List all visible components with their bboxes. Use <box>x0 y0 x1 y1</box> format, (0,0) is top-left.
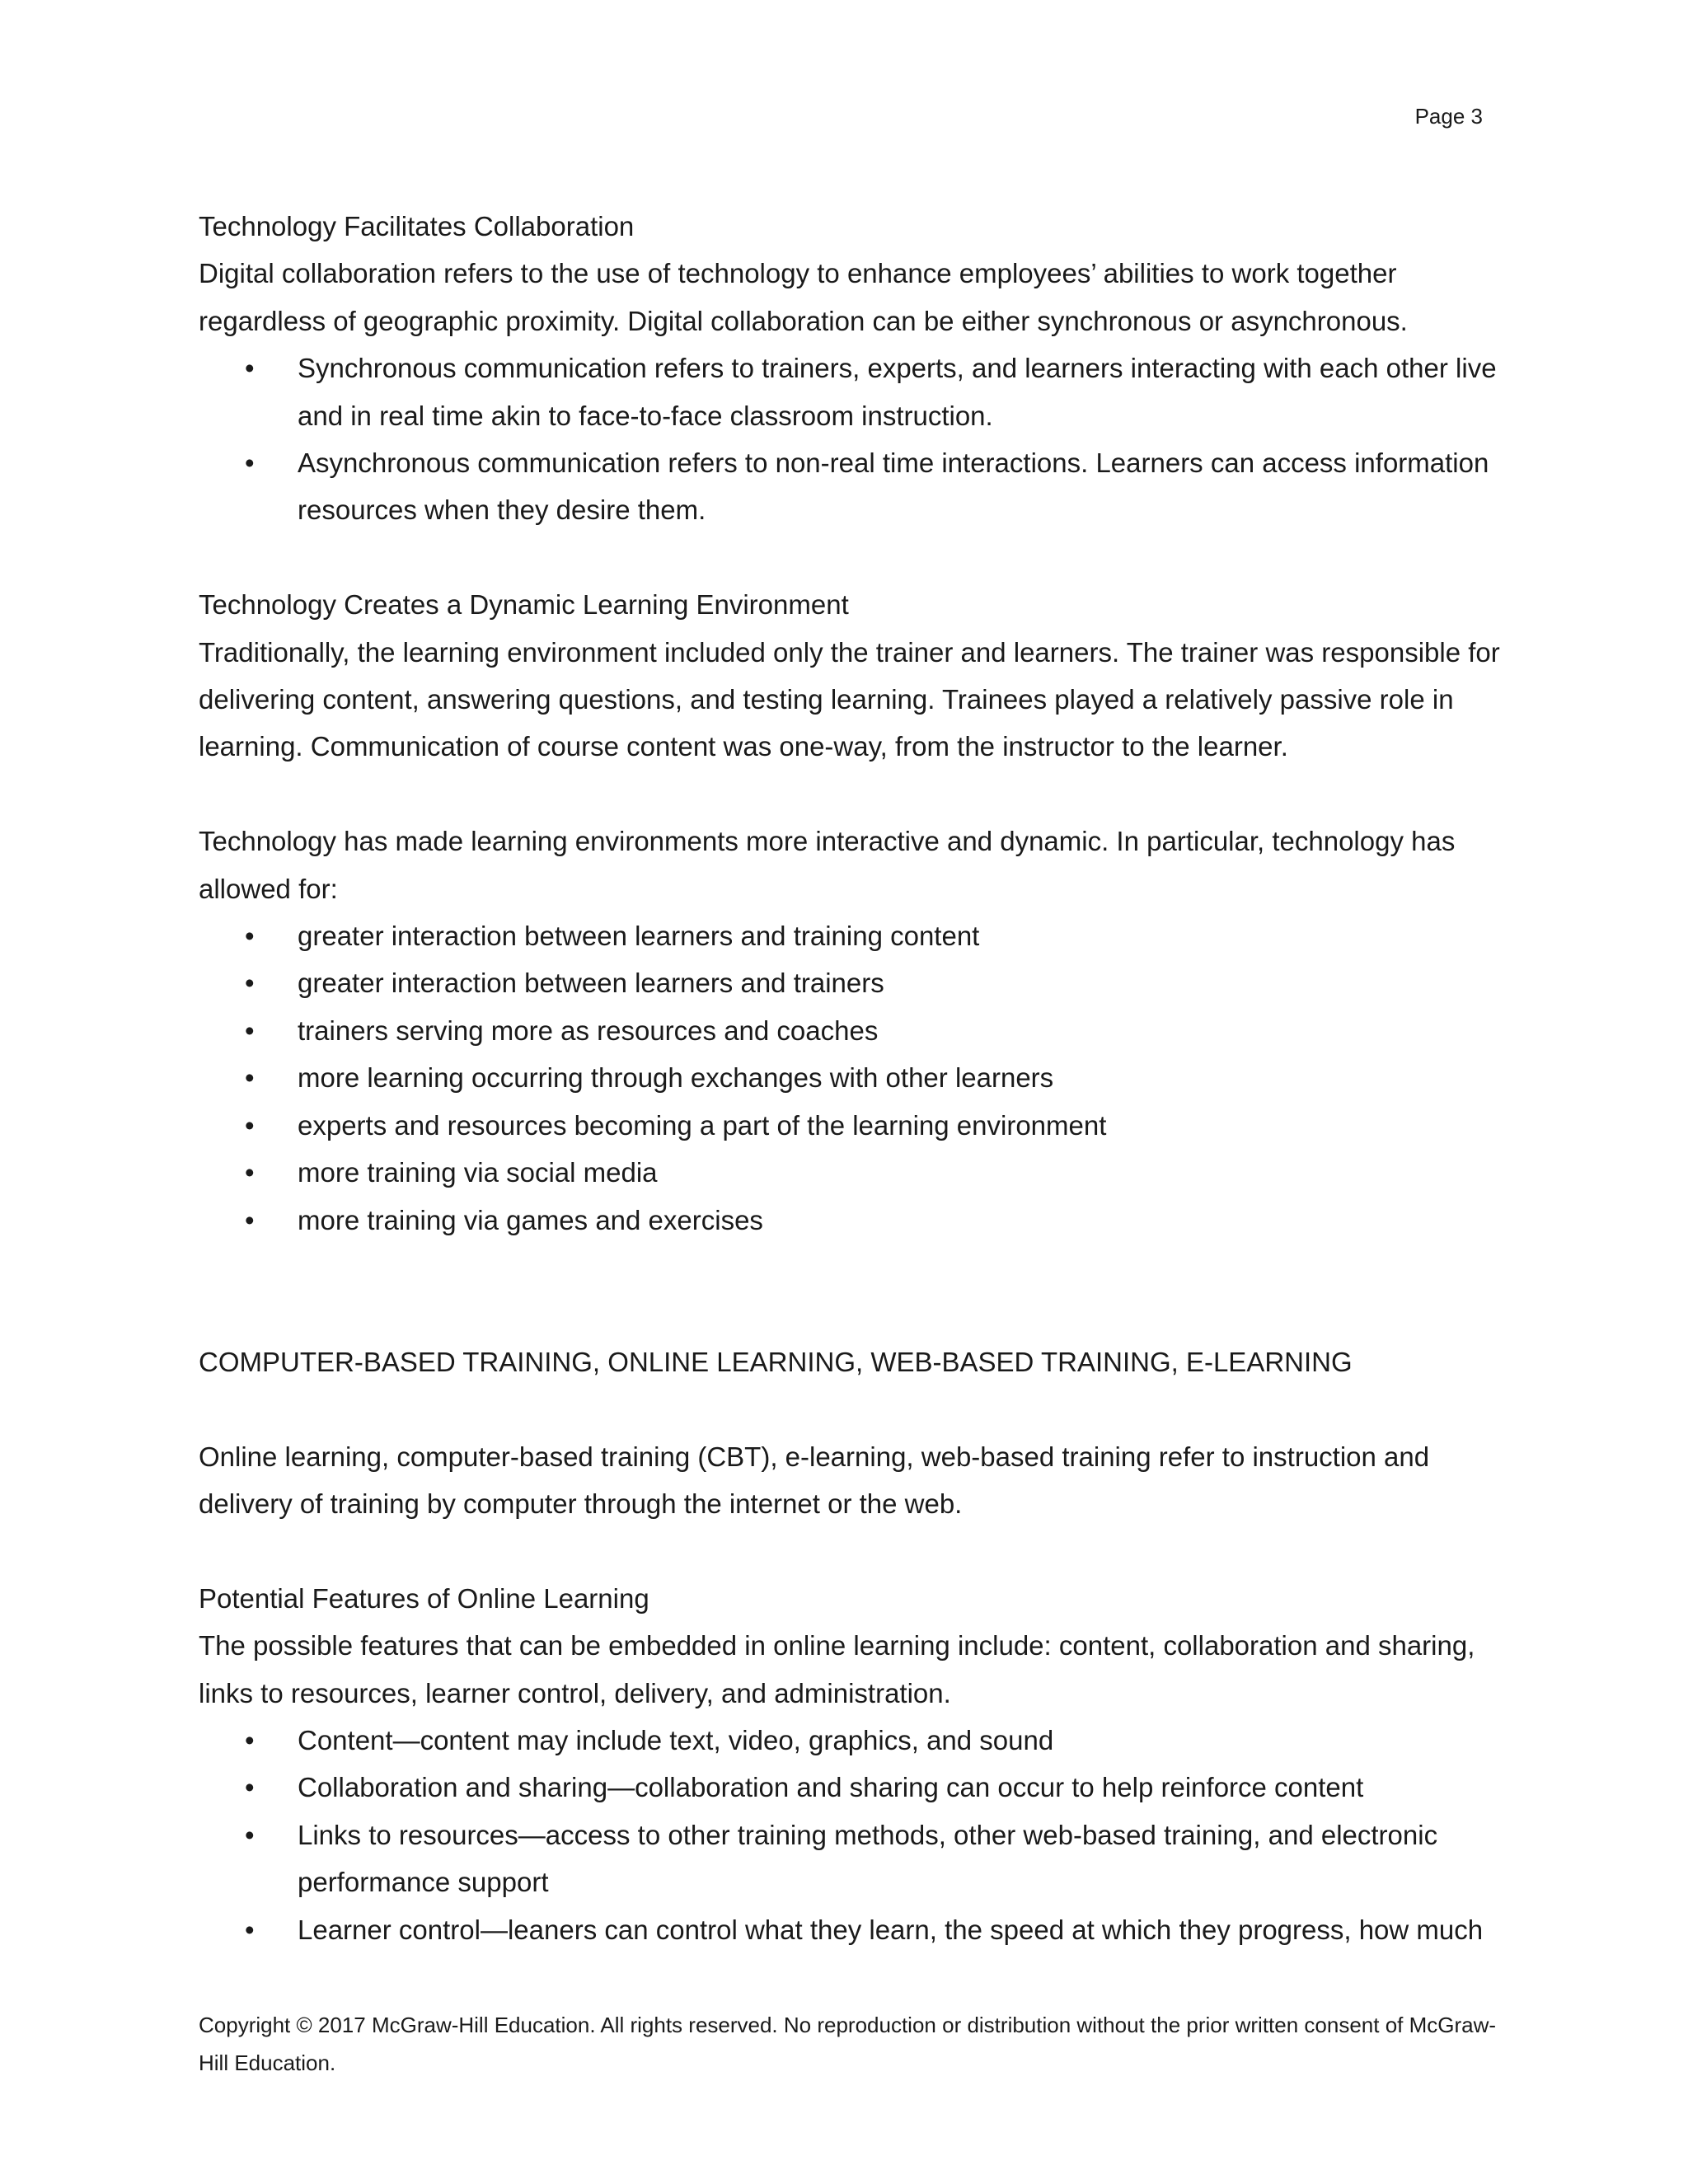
list-item: • Content—content may include text, video, graphics, and sound <box>199 1717 1505 1764</box>
section-heading-potential-features: Potential Features of Online Learning <box>199 1582 649 1614</box>
spacer <box>199 1244 1505 1338</box>
list-item: • greater interaction between learners and training content <box>199 912 1505 959</box>
list-item: • more training via games and exercises <box>199 1197 1505 1244</box>
list-item: • experts and resources becoming a part of the learning environment <box>199 1102 1505 1149</box>
list-item: • Synchronous communication refers to trainers, experts, and learners interacting with each other live and in real time akin to face-to-face classroom instruction. <box>199 344 1505 439</box>
paragraph-possible-features: The possible features that can be embedded in online learning include: content, collaboration and sharing, links to resources, learner control, delivery, and administration. <box>199 1630 1475 1708</box>
page-number: Page 3 <box>1414 104 1483 129</box>
section-heading-collaboration: Technology Facilitates Collaboration <box>199 211 635 241</box>
spacer <box>199 534 1505 581</box>
paragraph-digital-collaboration: Digital collaboration refers to the use of technology to enhance employees’ abilities to work together regardless of geographic proximity. Digital collaboration can be either synchronous or asynchronous. <box>199 258 1408 336</box>
bullet-list-technology-allowed <box>199 912 1505 1244</box>
list-item: • Collaboration and sharing—collaboration and sharing can occur to help reinforce content <box>199 1764 1505 1811</box>
spacer <box>199 771 1505 818</box>
paragraph-traditional-environment: Traditionally, the learning environment included only the trainer and learners. The trainer was responsible for delivering content, answering questions, and testing learning. Trainees played a relatively passive role in learning. Communication of course content was one-way, from the instructor to the learner. <box>199 636 1500 762</box>
list-item: • trainers serving more as resources and coaches <box>199 1007 1505 1054</box>
spacer <box>199 1527 1505 1574</box>
spacer <box>199 1385 1505 1432</box>
list-item: • greater interaction between learners and trainers <box>199 959 1505 1006</box>
bullet-list-communication <box>199 344 1505 534</box>
list-item: • more learning occurring through exchanges with other learners <box>199 1054 1505 1101</box>
bullet-list-features <box>199 1717 1505 1953</box>
list-item: • more training via social media <box>199 1149 1505 1196</box>
list-item: • Links to resources—access to other training methods, other web-based training, and electronic performance support <box>199 1811 1505 1906</box>
list-item: • Learner control—leaners can control what they learn, the speed at which they progress, how much <box>199 1906 1505 1953</box>
copyright-footer: Copyright © 2017 McGraw-Hill Education. All rights reserved. No reproduction or distribution without the prior written consent of McGraw-Hill Education. <box>199 2013 1497 2075</box>
section-heading-dynamic-learning: Technology Creates a Dynamic Learning Environment <box>199 589 849 621</box>
list-item: • Asynchronous communication refers to non-real time interactions. Learners can access information resources when they desire them. <box>199 439 1505 534</box>
paragraph-technology-interactive: Technology has made learning environments more interactive and dynamic. In particular, technology has allowed for: <box>199 826 1456 904</box>
page-content <box>199 203 1505 1953</box>
section-heading-online-learning: COMPUTER-BASED TRAINING, ONLINE LEARNING, WEB-BASED TRAINING, E-LEARNING <box>199 1346 1353 1377</box>
paragraph-online-learning-definition: Online learning, computer-based training (CBT), e-learning, web-based training refer to instruction and delivery of training by computer through the internet or the web. <box>199 1441 1430 1519</box>
